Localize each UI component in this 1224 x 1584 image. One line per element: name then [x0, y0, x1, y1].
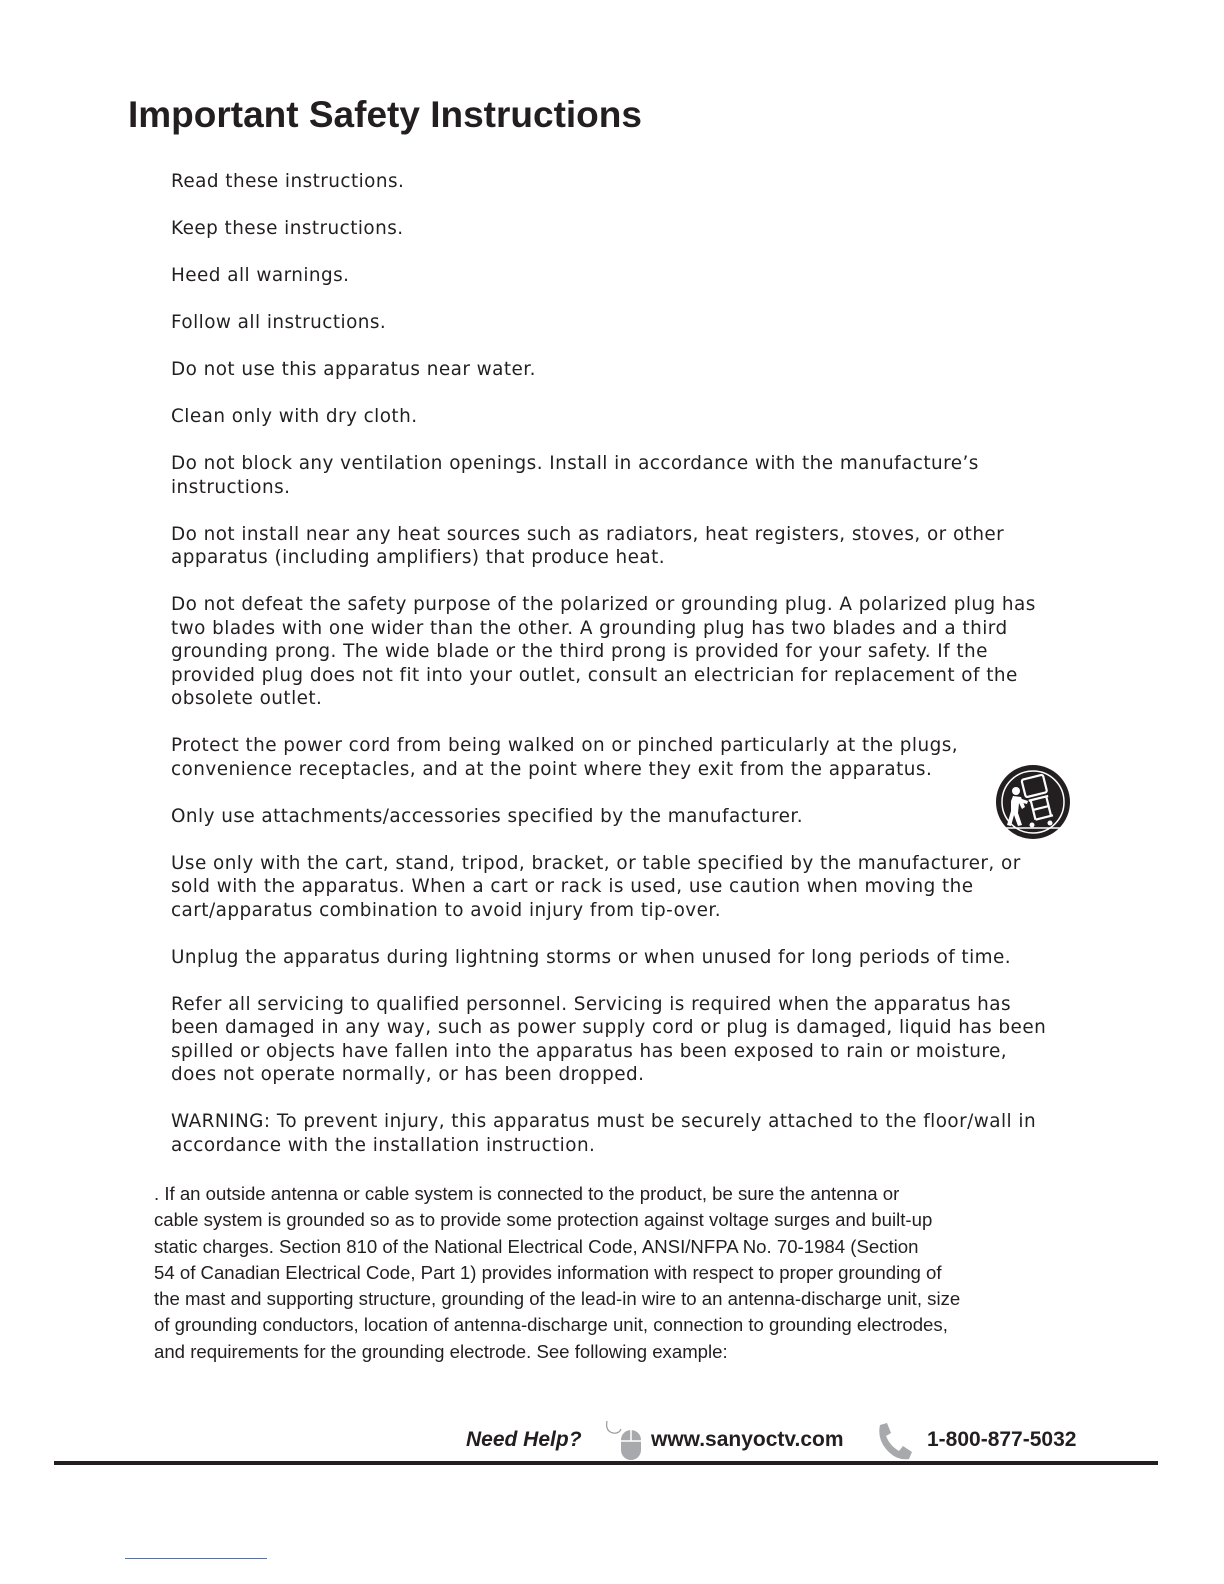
instruction-item: Only use attachments/accessories specified by the manufacturer. [171, 805, 803, 827]
instruction-item: Heed all warnings. [171, 265, 350, 286]
instruction-item: Do not install near any heat sources such as radiators, heat registers, stoves, or other apparatus (including amplifiers) that produce heat. [171, 523, 1005, 568]
instruction-item: Do not defeat the safety purpose of the polarized or grounding plug. A polarized plug has two blades with one wider than the other. A grounding plug has two blades and a third grounding prong. The wide blade or the third prong is provided for your safety. If the provided plug does not fit into your outlet, consult an electrician for replacement of the obsolete outlet. [171, 594, 1036, 709]
instruction-item: WARNING: To prevent injury, this apparatus must be securely attached to the floor/wall in accordance with the installation instruction. [171, 1111, 1037, 1156]
instruction-item: Keep these instructions. [171, 218, 404, 239]
instruction-item: Unplug the apparatus during lightning storms or when unused for long periods of time. [171, 946, 1012, 968]
instruction-item: Clean only with dry cloth. [171, 406, 418, 427]
bottom-divider [125, 1558, 267, 1559]
antenna-grounding-paragraph: . If an outside antenna or cable system is connected to the product, be sure the antenna or cable system is grounded so as to provide some protection against voltage surges and built-up static charges. Section 810 of the National Electrical Code, ANSI/NFPA No. 70-1984 (Section 54 of Canadian Electrical Code, Part 1) provides information with respect to proper grounding of the mast and supporting structure, grounding of the lead-in wire to an antenna-discharge unit, size of grounding conductors, location of antenna-discharge unit, connection to grounding electrodes, and requirements for the grounding electrode. See following example: [154, 1183, 961, 1362]
instruction-item: Read these instructions. [171, 171, 405, 192]
instruction-item: Do not use this apparatus near water. [171, 359, 536, 380]
instruction-item: Refer all servicing to qualified personnel. Servicing is required when the apparatus has been damaged in any way, such as power supply cord or plug is damaged, liquid has been spilled or objects have fallen into the apparatus has been exposed to rain or moisture, does not operate normally, or has been dropped. [171, 993, 1047, 1085]
instruction-item: Follow all instructions. [171, 312, 387, 333]
need-help-label: Need Help? [466, 1428, 582, 1451]
mouse-icon [603, 1417, 645, 1461]
website-link[interactable]: www.sanyoctv.com [651, 1428, 844, 1451]
cart-tip-over-warning-icon [994, 763, 1072, 841]
footer-divider [54, 1461, 1158, 1465]
instruction-item: Protect the power cord from being walked on or pinched particularly at the plugs, convenience receptacles, and at the point where they exit from the apparatus. [171, 735, 959, 780]
instruction-item: Use only with the cart, stand, tripod, bracket, or table specified by the manufacturer, or sold with the apparatus. When a cart or rack is used, use caution when moving the cart/apparatus combination to avoid injury from tip-over. [171, 852, 1021, 921]
phone-number: 1-800-877-5032 [927, 1428, 1077, 1451]
safety-instruction-list [171, 170, 1091, 1181]
phone-icon [874, 1421, 914, 1461]
page-title: Important Safety Instructions [128, 94, 642, 135]
instruction-item: Do not block any ventilation openings. Install in accordance with the manufacture’s instructions. [171, 453, 979, 498]
